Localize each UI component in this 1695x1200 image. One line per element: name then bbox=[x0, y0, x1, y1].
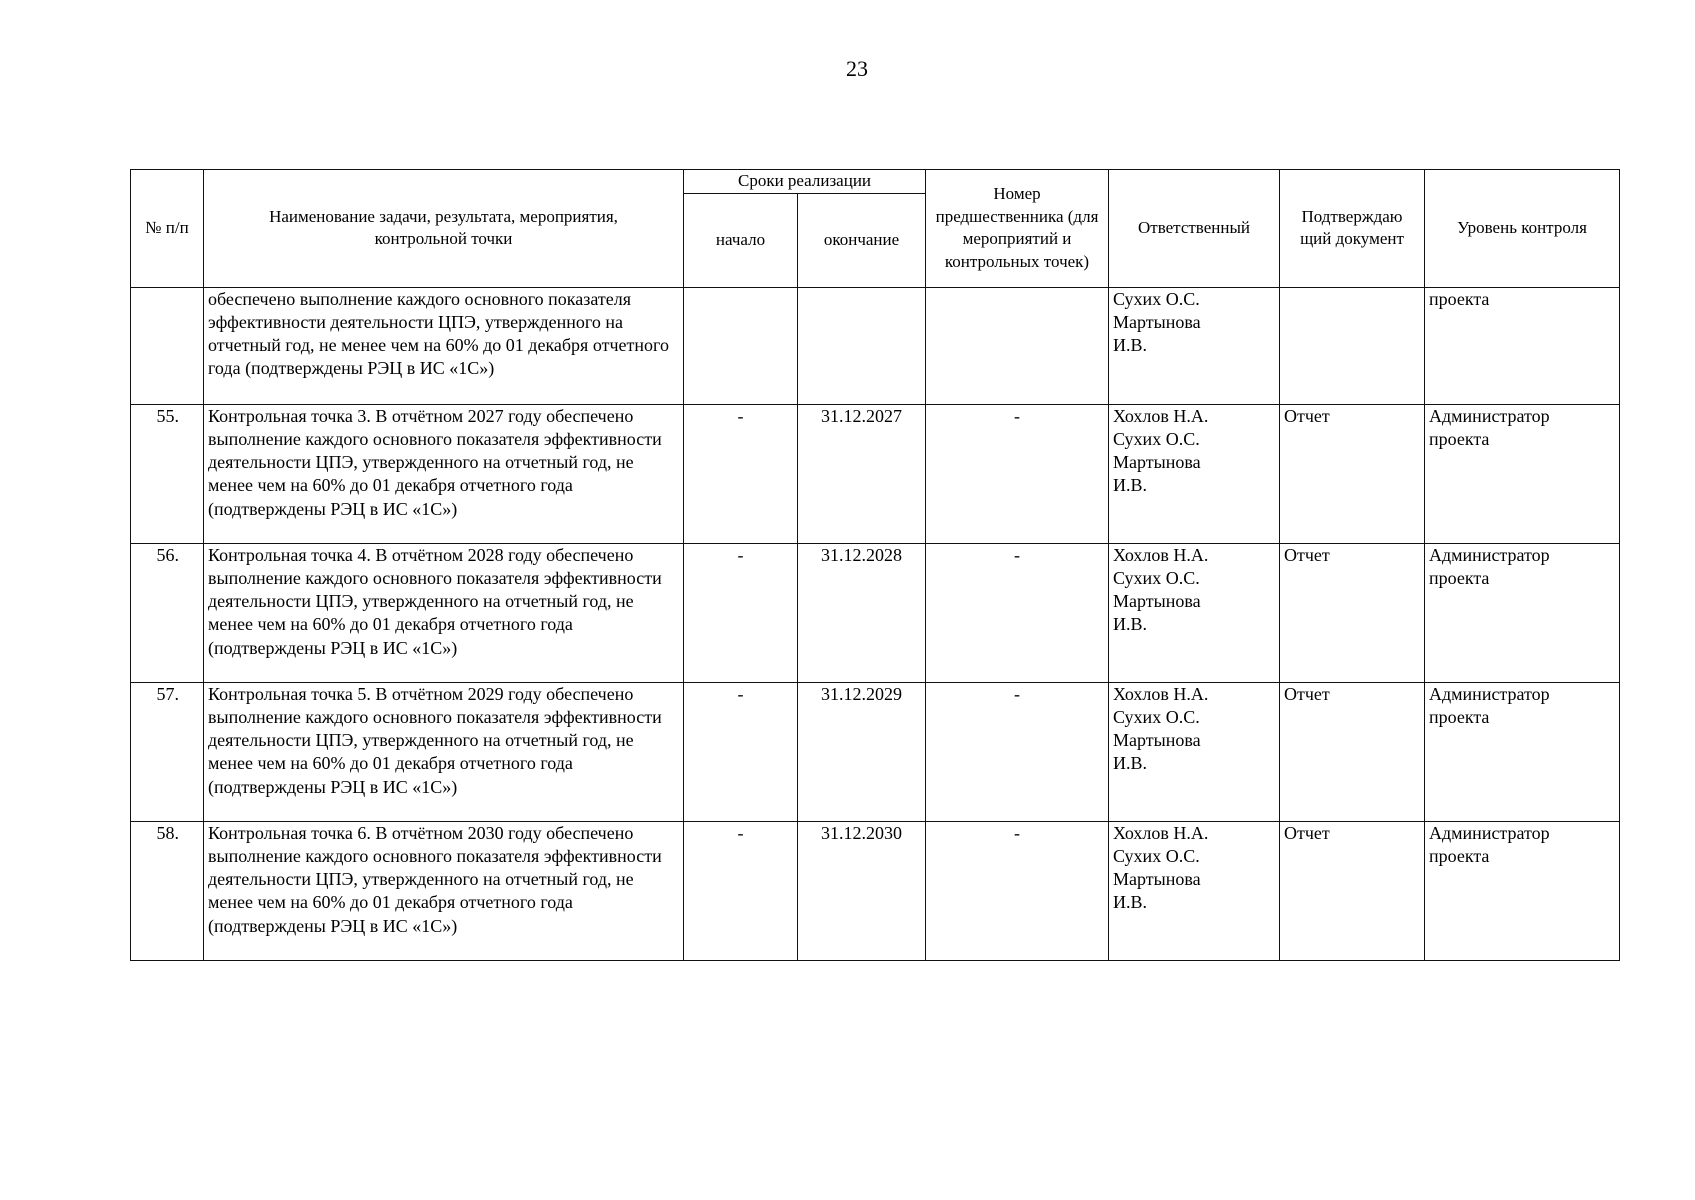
cell-start bbox=[684, 287, 798, 404]
header-num: № п/п bbox=[131, 170, 204, 288]
cell-document: Отчет bbox=[1280, 543, 1425, 682]
cell-start: - bbox=[684, 682, 798, 821]
cell-end: 31.12.2029 bbox=[798, 682, 926, 821]
page-number: 23 bbox=[846, 56, 868, 81]
cell-responsible: Хохлов Н.А. Сухих О.С. Мартынова И.В. bbox=[1109, 682, 1280, 821]
cell-name: обеспечено выполнение каждого основного показателя эффективности деятельности ЦПЭ, утвержденного на отчетный год, не менее чем на 60% до 01 декабря отчетного года (подтверждены РЭЦ в ИС «1С») bbox=[204, 287, 684, 404]
header-end: окончание bbox=[798, 193, 926, 287]
cell-responsible: Сухих О.С. Мартынова И.В. bbox=[1109, 287, 1280, 404]
header-terms: Сроки реализации bbox=[684, 170, 926, 194]
cell-document: Отчет bbox=[1280, 404, 1425, 543]
cell-responsible: Хохлов Н.А. Сухих О.С. Мартынова И.В. bbox=[1109, 404, 1280, 543]
header-responsible: Ответственный bbox=[1109, 170, 1280, 288]
cell-name: Контрольная точка 4. В отчётном 2028 году обеспечено выполнение каждого основного показателя эффективности деятельности ЦПЭ, утвержденного на отчетный год, не менее чем на 60% до 01 декабря отчетного года (подтверждены РЭЦ в ИС «1С») bbox=[204, 543, 684, 682]
header-control: Уровень контроля bbox=[1425, 170, 1620, 288]
cell-name: Контрольная точка 5. В отчётном 2029 году обеспечено выполнение каждого основного показателя эффективности деятельности ЦПЭ, утвержденного на отчетный год, не менее чем на 60% до 01 декабря отчетного года (подтверждены РЭЦ в ИС «1С») bbox=[204, 682, 684, 821]
table-row bbox=[131, 682, 1620, 821]
cell-control: Администратор проекта bbox=[1425, 543, 1620, 682]
cell-end: 31.12.2030 bbox=[798, 821, 926, 960]
cell-predecessor: - bbox=[926, 682, 1109, 821]
cell-end: 31.12.2027 bbox=[798, 404, 926, 543]
cell-responsible: Хохлов Н.А. Сухих О.С. Мартынова И.В. bbox=[1109, 821, 1280, 960]
header-predecessor: Номер предшественника (для мероприятий и контрольных точек) bbox=[926, 170, 1109, 288]
cell-document: Отчет bbox=[1280, 821, 1425, 960]
cell-start: - bbox=[684, 543, 798, 682]
cell-predecessor: - bbox=[926, 404, 1109, 543]
cell-num: 57. bbox=[131, 682, 204, 821]
cell-document: Отчет bbox=[1280, 682, 1425, 821]
table-row bbox=[131, 404, 1620, 543]
cell-predecessor: - bbox=[926, 821, 1109, 960]
cell-control: Администратор проекта bbox=[1425, 404, 1620, 543]
table-row-continuation bbox=[131, 287, 1620, 404]
header-name: Наименование задачи, результата, мероприятия, контрольной точки bbox=[204, 170, 684, 288]
cell-predecessor bbox=[926, 287, 1109, 404]
plan-table bbox=[130, 169, 1620, 961]
header-document: Подтверждаю щий документ bbox=[1280, 170, 1425, 288]
cell-end bbox=[798, 287, 926, 404]
cell-control: Администратор проекта bbox=[1425, 682, 1620, 821]
header-start: начало bbox=[684, 193, 798, 287]
cell-start: - bbox=[684, 821, 798, 960]
cell-responsible: Хохлов Н.А. Сухих О.С. Мартынова И.В. bbox=[1109, 543, 1280, 682]
cell-start: - bbox=[684, 404, 798, 543]
cell-num: 55. bbox=[131, 404, 204, 543]
cell-document bbox=[1280, 287, 1425, 404]
cell-name: Контрольная точка 6. В отчётном 2030 году обеспечено выполнение каждого основного показателя эффективности деятельности ЦПЭ, утвержденного на отчетный год, не менее чем на 60% до 01 декабря отчетного года (подтверждены РЭЦ в ИС «1С») bbox=[204, 821, 684, 960]
cell-num: 58. bbox=[131, 821, 204, 960]
cell-predecessor: - bbox=[926, 543, 1109, 682]
cell-name: Контрольная точка 3. В отчётном 2027 году обеспечено выполнение каждого основного показателя эффективности деятельности ЦПЭ, утвержденного на отчетный год, не менее чем на 60% до 01 декабря отчетного года (подтверждены РЭЦ в ИС «1С») bbox=[204, 404, 684, 543]
cell-num: 56. bbox=[131, 543, 204, 682]
cell-end: 31.12.2028 bbox=[798, 543, 926, 682]
table-row bbox=[131, 821, 1620, 960]
table-row bbox=[131, 543, 1620, 682]
cell-control: Администратор проекта bbox=[1425, 821, 1620, 960]
cell-control: проекта bbox=[1425, 287, 1620, 404]
cell-num bbox=[131, 287, 204, 404]
